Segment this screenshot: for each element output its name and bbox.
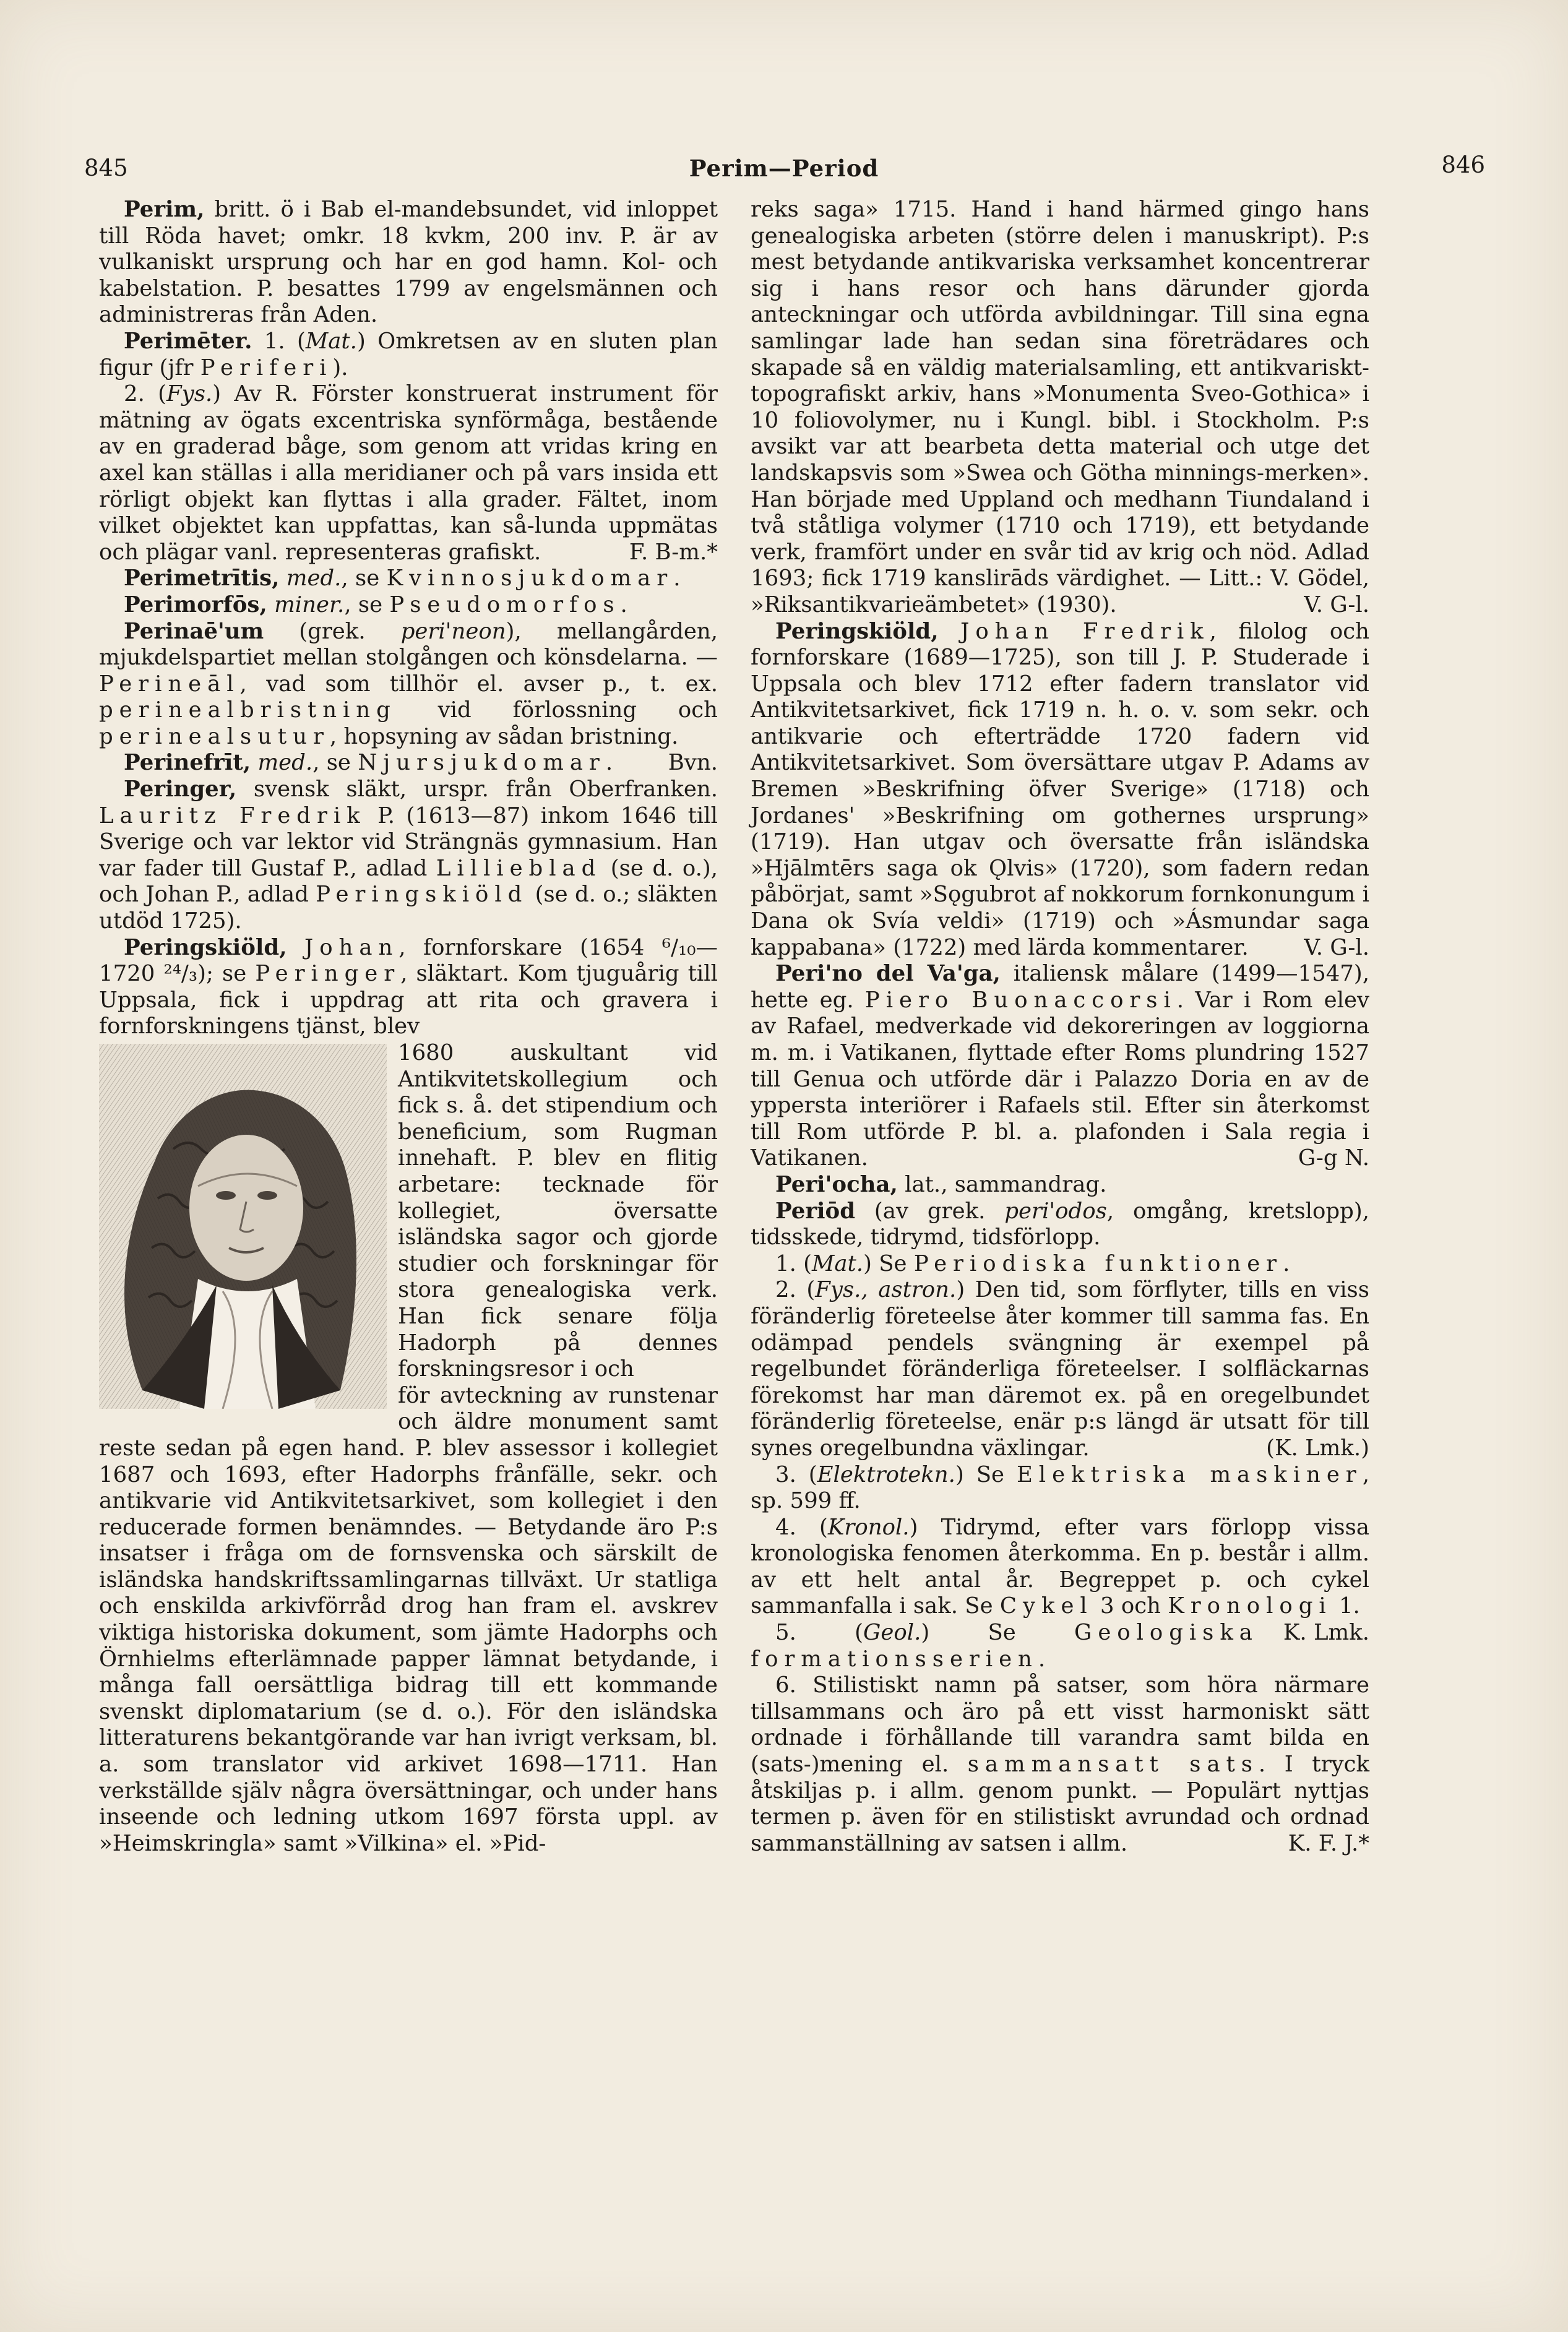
- running-head: Perim—Period: [689, 155, 879, 182]
- subject-tag: Kronol.: [827, 1514, 910, 1540]
- entry-head: Perim,: [124, 197, 205, 222]
- entry-head: Peri'ocha,: [775, 1171, 898, 1197]
- entry-text: , se: [341, 566, 387, 592]
- portrait-image: [99, 1044, 387, 1409]
- entry-perimorfos: [99, 592, 718, 619]
- subject-tag: Elektrotekn.: [817, 1461, 955, 1487]
- subject-tag: Geol.: [863, 1620, 921, 1646]
- entry-head: Peringer,: [124, 777, 237, 802]
- portrait-wrapped-text: 1680 auskultant vid Antikvitetskollegium och fick s. å. det stipendium och beneficium, som Rugman innehaft. P. blev en flitig arbetare: tecknade för kollegiet, översatte isländska sagor och gjorde studier och forskningar för stora genealogiska verk. Han fick senare följa Hadorph på dennes forskningsresor i och: [398, 1040, 718, 1382]
- subject-tag: Fys.: [166, 381, 213, 407]
- entry-peringskiold: [99, 935, 718, 1040]
- entry-perino-del-vaga: [751, 961, 1369, 1172]
- cross-reference[interactable]: Geologiska formationsserien: [751, 1620, 1259, 1672]
- entry-text: . I tryck åtskiljas p. i allm. genom punkt. — Populärt nyttjas termen p. även för en stilistiskt avrundad och ordnad sammanställning av satsen i allm.: [751, 1752, 1369, 1856]
- cross-reference[interactable]: Peringskiöld: [316, 882, 528, 908]
- entry-text: 2. (: [775, 1277, 816, 1303]
- entry-head: Perinefrīt,: [124, 750, 251, 776]
- subject-tag: Mat.: [812, 1250, 864, 1276]
- entry-text: , omgång, kretslopp), tidsskede, tidrymd, tidsförlopp.: [751, 1198, 1369, 1250]
- entry-text: 3. (: [775, 1461, 817, 1487]
- author-signature: V. G-l.: [1304, 592, 1369, 617]
- entry-peringskiold-cont-right: [751, 197, 1369, 619]
- sub-term: sammansatt sats: [967, 1752, 1259, 1778]
- entry-text: 6. Stilistiskt namn på satser, som höra närmare tillsammans och äro på ett visst harmoniskt sätt ordnade i förhållande till varandra samt bilda en (sats-)mening el.: [751, 1672, 1369, 1778]
- entry-head: Perimetrītis,: [124, 566, 280, 592]
- entry-body: britt. ö i Bab el-mandebsundet, vid inloppet till Röda havet; omkr. 18 kvkm, 200 inv. P. är av vulkaniskt ursprung och har en god hamn. Kol- och kabelstation. P. besattes 1799 av engelsmännen och administreras från Aden.: [99, 197, 718, 328]
- entry-text: 4. (: [775, 1514, 828, 1540]
- cross-reference[interactable]: Kronologi: [1168, 1593, 1332, 1619]
- cross-reference[interactable]: Pseudomorfos: [389, 592, 621, 617]
- entry-text: ) Se: [863, 1250, 914, 1276]
- entry-period-3: [751, 1462, 1369, 1515]
- entry-head: Peringskiöld,: [775, 618, 939, 644]
- subject-tag: Mat.: [305, 328, 357, 354]
- entry-text: , se: [344, 592, 390, 617]
- entry-text: , vad som tillhör el. avser p., t. ex.: [239, 671, 718, 697]
- entry-text: .: [1038, 1646, 1046, 1672]
- left-page-number: 845: [84, 155, 128, 181]
- entry-text: 1. (: [775, 1250, 812, 1276]
- entry-text: , filolog och fornforskare (1689—1725), son till J. P. Studerade i Uppsala och blev 1712 efter fadern translator vid Antikvitetsarkivet, fick 1719 n. h. o. v. som sekr. och antikvarie och efterträdde 1720 fadern vid Antikvitetsarkivet. Som översättare utgav P. Adams av Bremen »Beskrifning öfver Sverige» (1718) och Jordanes' »Beskrifning om gothernes ursprung» (1719). Han utgav och översatte från isländska »Hjālmtērs saga ok Ǫlvis» (1720), som fadern redan påbörjat, samt »Sǫgubrot af nokkorum fornkonungum i Dana ok Svía veldi» (1719) och »Ásmundar saga kappabana» (1722) med lärda kommentarer.: [751, 618, 1369, 960]
- entry-head: Periōd: [775, 1198, 856, 1224]
- entry-text: 2. (: [124, 381, 167, 407]
- cross-reference[interactable]: Peringer: [255, 961, 401, 987]
- entry-head: Perimorfōs,: [124, 592, 267, 617]
- subject-tag: miner.: [274, 592, 345, 617]
- entry-text: , se: [312, 750, 358, 776]
- entry-text: vid förlossning och: [396, 697, 718, 723]
- entry-period-1: [751, 1251, 1369, 1278]
- entry-text: 3 och: [1093, 1593, 1168, 1619]
- sub-term: Perineāl: [99, 671, 240, 697]
- author-signature: F. B-m.*: [629, 539, 718, 565]
- right-page-number: 846: [1441, 152, 1485, 178]
- entry-perimeter-2: [99, 381, 718, 566]
- entry-perimetritis: [99, 566, 718, 592]
- entry-perinefrit: [99, 750, 718, 777]
- entry-text: italiensk målare (1499—1547), hette eg.: [751, 961, 1369, 1013]
- entry-text: ) Av R. Förster konstruerat instrument för mätning av ögats excentriska synförmåga, bestående av en graderad båge, som genom att vridas kring en axel kan ställas i alla meridianer och på vars insida ett rörligt objekt kan flyttas i alla grader. Fältet, inom vilket objektet kan uppfattas, kan så-lunda uppmätas och plägar vanl. representeras grafiskt.: [99, 381, 718, 565]
- entry-perim: [99, 197, 718, 329]
- entry-text: , hopsyning av sådan bristning.: [329, 723, 679, 749]
- entry-text: 1.: [1332, 1593, 1360, 1619]
- person-name: Lauritz Fredrik: [99, 802, 366, 828]
- greek-term: peri'neon: [400, 618, 506, 644]
- entry-text: (av grek.: [855, 1198, 1005, 1224]
- author-signature: G-g N.: [1298, 1145, 1369, 1171]
- cross-reference[interactable]: Njursjukdomar: [358, 750, 606, 776]
- entry-text: ) Se: [921, 1620, 1075, 1646]
- entry-period: [751, 1198, 1369, 1251]
- entry-head: Peringskiöld,: [124, 934, 287, 960]
- subject-tag: med.: [286, 566, 342, 592]
- sub-term: perinealbristning: [99, 697, 397, 723]
- entry-text: reks saga» 1715. Hand i hand härmed gingo hans genealogiska arbeten (större delen i manuskript). P:s mest betydande antikvariska verksamhet koncentrerar sig i hans resor och hans därunder gjorda anteckningar och utförda avbildningar. Till sina egna samlingar lade han sedan sina företrädares och skapade så en väldig materialsamling, ett antikvariskt-topografiskt arkiv, hans »Monumenta Sveo-Gothica» i 10 foliovolymer, nu i Kungl. bibl. i Stockholm. P:s avsikt var att bearbeta detta material och utge det landskapsvis som »Swea och Götha minnings-merken». Han började med Uppland och medhann Tiundaland i två ståtliga volymer (1710 och 1719), ett betydande verk, framfört under en svår tid av krig och nöd. Adlad 1693; fick 1719 kanslirāds värdighet. — Litt.: V. Gödel, »Riksantikvarieämbetet» (1930).: [751, 197, 1369, 617]
- cross-reference[interactable]: Cykel: [999, 1593, 1093, 1619]
- person-name: Johan Fredrik: [960, 618, 1210, 644]
- entry-text: , fornforskare (1654 ⁶/₁₀—1720 ²⁴/₃); se: [99, 934, 718, 987]
- person-name: Piero Buonaccorsi: [864, 987, 1177, 1013]
- entry-text: (grek.: [264, 618, 401, 644]
- entry-period-6: [751, 1672, 1369, 1857]
- entry-text: lat., sammandrag.: [897, 1171, 1107, 1197]
- author-signature: K. Lmk.: [1283, 1620, 1369, 1646]
- entry-head: Perinaē'um: [124, 618, 264, 644]
- entry-text: .: [673, 566, 681, 592]
- entry-text: ) Tidrymd, efter vars förlopp vissa kronologiska fenomen återkomma. En p. består i allm. av ett helt antal år. Begreppet p. och cykel sammanfalla i sak. Se: [751, 1514, 1369, 1619]
- entry-text: , sp. 599 ff.: [751, 1461, 1370, 1514]
- entry-peringskiold-jf: [751, 619, 1369, 962]
- person-name: Johan: [304, 934, 399, 960]
- author-signature: V. G-l.: [1304, 934, 1369, 960]
- entry-periocha: [751, 1172, 1369, 1198]
- entry-text: 5. (: [775, 1620, 863, 1646]
- entry-text: (se d. o.; släkten utdöd 1725).: [99, 882, 718, 934]
- portrait-engraving: [99, 1044, 387, 1409]
- entry-text: .: [605, 750, 613, 776]
- entry-peringskiold-cont: för avteckning av runstenar och äldre monument samt reste sedan på egen hand. P. blev assessor i kollegiet 1687 och 1693, efter Hadorphs frånfälle, sekr. och antikvarie vid Antikvitetsarkivet, som kollegiet i den reducerade formen benämndes. — Betydande äro P:s insatser i fråga om de fornsvenska och särskilt de isländska handskriftssamlingarnas tillväxt. Ur statliga och enskilda arkivförråd drog han fram el. avskrev viktiga historiska dokument, som jämte Hadorphs och Örnhielms efterlämnade papper lämnat betydande, i många fall oersättliga bidrag till ett kommande svenskt diplomatarium (se d. o.). För den isländska litteraturens bekantgörande var han ivrigt verksam, bl. a. som translator vid arkivet 1698—1711. Han verkställde själv några översättningar, och under hans inseende och ledning utkom 1697 första uppl. av »Heimskringla» samt »Vilkina» el. »Pid-: [99, 1382, 718, 1856]
- cross-reference[interactable]: Kvinnosjukdomar: [386, 566, 674, 592]
- entry-text: ) Den tid, som förflyter, tills en viss föränderlig företeelse åter kommer till samma fas. En odämpad pendels svängning är exempel på regelbundet föränderliga företeelser. I solfläckarnas förekomst har man däremot ex. på en oregelbundet föränderlig företeelse, enär p:s längd är utsatt för till synes oregelbundna växlingar.: [751, 1277, 1369, 1461]
- entry-text: (se d. o.), och Johan P., adlad: [99, 855, 718, 908]
- entry-period-2: [751, 1277, 1369, 1461]
- entry-perimeter: [99, 329, 718, 381]
- entry-text: .: [1283, 1250, 1290, 1276]
- subject-tag: med.: [257, 750, 313, 776]
- entry-text: svensk släkt, urspr. från Oberfranken.: [236, 777, 718, 802]
- subject-tag: Fys., astron.: [815, 1277, 957, 1303]
- entry-text: ) Se: [955, 1461, 1017, 1487]
- entry-text: ) Omkretsen av en sluten plan figur (jfr: [99, 328, 718, 381]
- author-signature: (K. Lmk.): [1266, 1435, 1369, 1461]
- entry-peringer: [99, 777, 718, 935]
- author-signature: K. F. J.*: [1288, 1830, 1369, 1856]
- entry-text: ), mellangården, mjukdelspartiet mellan stolgången och könsdelarna. —: [99, 618, 718, 671]
- entry-text: ).: [332, 355, 348, 381]
- cross-reference[interactable]: Periodiska funktioner: [913, 1250, 1283, 1276]
- cross-reference[interactable]: Lillieblad: [436, 855, 602, 881]
- entry-text: 1. (: [252, 328, 306, 354]
- entry-text: . Var i Rom elev av Rafael, medverkade vid dekoreringen av loggiorna m. m. i Vatikanen, flyttade efter Roms plundring 1527 till Genua och utförde där i Palazzo Doria en av de yppersta interiörer i Rafaels stil. Efter sin återkomst till Rom utförde P. bl. a. plafonden i Sala regia i Vatikanen.: [751, 987, 1370, 1171]
- sub-term: perinealsutur: [99, 723, 330, 749]
- greek-term: peri'odos: [1004, 1198, 1107, 1224]
- author-signature: Bvn.: [668, 750, 718, 776]
- entry-head: Perimēter.: [124, 328, 252, 354]
- cross-reference[interactable]: Elektriska maskiner: [1016, 1461, 1363, 1487]
- entry-text: .: [620, 592, 627, 617]
- entry-text: , släktart. Kom tjuguårig till Uppsala, fick i uppdrag att rita och gravera i fornforskningens tjänst, blev: [99, 961, 718, 1039]
- left-column: [99, 197, 718, 1857]
- entry-head: Peri'no del Va'ga,: [775, 961, 1001, 987]
- right-column: [751, 197, 1369, 1857]
- entry-text: P. (1613—87) inkom 1646 till Sverige och var lektor vid Strängnäs gymnasium. Han var fader till Gustaf P., adlad: [99, 802, 718, 881]
- cross-reference[interactable]: Periferi: [200, 355, 333, 381]
